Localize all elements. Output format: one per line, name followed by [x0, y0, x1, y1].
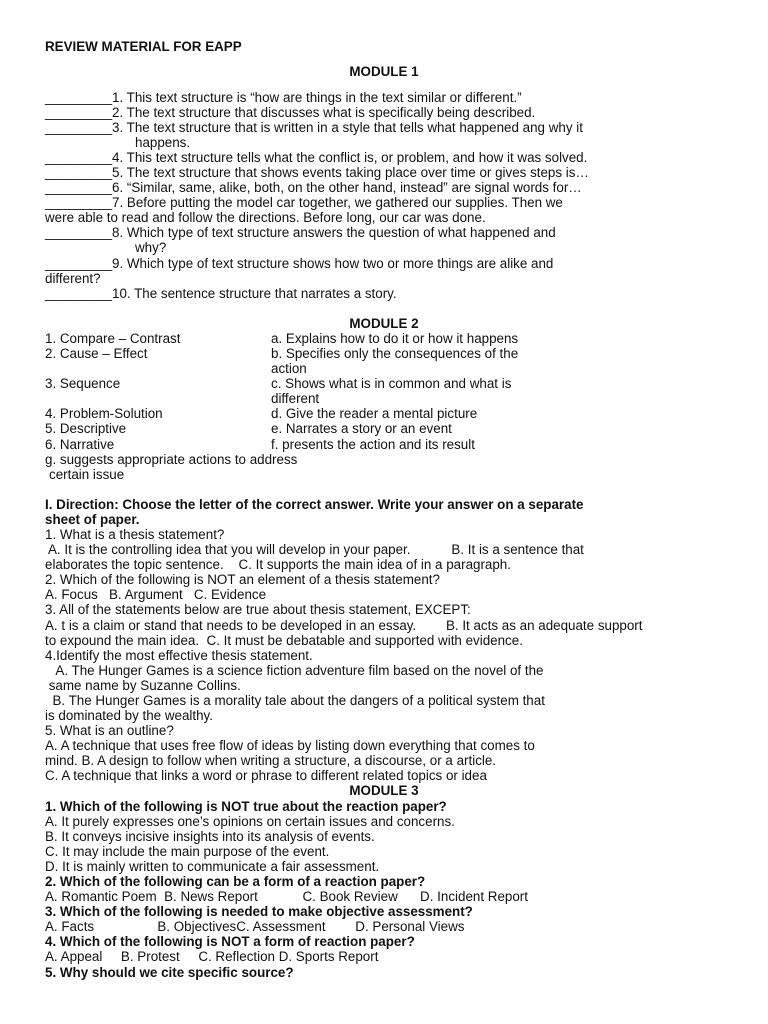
module-2-left-item: 4. Problem-Solution — [45, 406, 163, 421]
module-2-left-item: 1. Compare – Contrast — [45, 331, 181, 346]
module-1-item-7-cont: were able to read and follow the directions. Before long, our car was done. — [45, 210, 486, 225]
module-1-item-10: _________10. The sentence structure that narrates a story. — [45, 286, 397, 301]
module-2-right-item: a. Explains how to do it or how it happens — [271, 331, 519, 346]
option-line: B. The Hunger Games is a morality tale about the dangers of a political system that — [45, 693, 545, 708]
module-1-item-4: _________4. This text structure tells what the conflict is, or problem, and how it was solved. — [45, 150, 588, 165]
option-line: A. It is the controlling idea that you will develop in your paper. B. It is a sentence that — [45, 542, 584, 557]
option-line: A. A technique that uses free flow of ideas by listing down everything that comes to — [45, 738, 535, 753]
module-3-heading: MODULE 3 — [349, 783, 419, 798]
option-line: A. The Hunger Games is a science fiction adventure film based on the novel of the — [45, 663, 544, 678]
module-1-item-5: _________5. The text structure that shows events taking place over time or gives steps is… — [45, 165, 589, 180]
module-2-right-item: f. presents the action and its result — [271, 437, 475, 452]
option-line: elaborates the topic sentence. C. It supports the main idea of in a paragraph. — [45, 557, 511, 572]
module-2-left-item: 5. Descriptive — [45, 421, 127, 436]
module-1-item-3: _________3. The text structure that is written in a style that tells what happened ang why it — [45, 120, 583, 135]
module-3-question-1: 1. Which of the following is NOT true about the reaction paper? — [45, 799, 447, 814]
option-line: A. Focus B. Argument C. Evidence — [45, 587, 267, 602]
module-3-question-2: 2. Which of the following can be a form of a reaction paper? — [45, 874, 426, 889]
module-1-item-8-cont: why? — [135, 240, 167, 255]
option-line: A. Facts B. ObjectivesC. Assessment D. Personal Views — [45, 919, 465, 934]
module-1-item-9-cont: different? — [45, 271, 101, 286]
module-3-question-5: 5. Why should we cite specific source? — [45, 965, 294, 980]
option-line: D. It is mainly written to communicate a fair assessment. — [45, 859, 380, 874]
module-1-item-1: _________1. This text structure is “how are things in the text similar or different.” — [45, 90, 522, 105]
module-1-item-9: _________9. Which type of text structure shows how two or more things are alike and — [45, 256, 554, 271]
module-2-extra-item: g. suggests appropriate actions to address — [45, 452, 298, 467]
option-line: mind. B. A design to follow when writing a structure, a discourse, or a article. — [45, 753, 497, 768]
option-line: B. It conveys incisive insights into its analysis of events. — [45, 829, 375, 844]
module-2-left-item: 6. Narrative — [45, 437, 115, 452]
question-line: 3. All of the statements below are true about thesis statement, EXCEPT: — [45, 602, 471, 617]
module-2-right-item: b. Specifies only the consequences of the — [271, 346, 519, 361]
option-line: A. Appeal B. Protest C. Reflection D. Sports Report — [45, 949, 379, 964]
module-1-item-2: _________2. The text structure that discusses what is specifically being described. — [45, 105, 536, 120]
module-1-item-8: _________8. Which type of text structure answers the question of what happened and — [45, 225, 556, 240]
module-2-right-item: c. Shows what is in common and what is — [271, 376, 512, 391]
module-2-extra-item-cont: certain issue — [49, 467, 125, 482]
module-3-question-3: 3. Which of the following is needed to make objective assessment? — [45, 904, 473, 919]
option-line: A. t is a claim or stand that needs to be developed in an essay. B. It acts as an adequate support — [45, 618, 643, 633]
module-2-heading: MODULE 2 — [349, 316, 419, 331]
option-line: is dominated by the wealthy. — [45, 708, 213, 723]
module-2-right-item: e. Narrates a story or an event — [271, 421, 452, 436]
direction-heading-cont: sheet of paper. — [45, 512, 140, 527]
module-1-item-6: _________6. “Similar, same, alike, both, on the other hand, instead” are signal words for… — [45, 180, 582, 195]
option-line: A. Romantic Poem B. News Report C. Book Review D. Incident Report — [45, 889, 528, 904]
module-1-item-7: _________7. Before putting the model car together, we gathered our supplies. Then we — [45, 195, 563, 210]
module-1-item-3-cont: happens. — [135, 135, 191, 150]
question-line: 4.Identify the most effective thesis statement. — [45, 648, 313, 663]
module-2-right-item: different — [271, 391, 320, 406]
option-line: C. It may include the main purpose of the event. — [45, 844, 330, 859]
direction-heading: I. Direction: Choose the letter of the correct answer. Write your answer on a separate — [45, 497, 584, 512]
option-line: A. It purely expresses one’s opinions on certain issues and concerns. — [45, 814, 455, 829]
document-title: REVIEW MATERIAL FOR EAPP — [45, 39, 242, 54]
option-line: same name by Suzanne Collins. — [45, 678, 241, 693]
option-line: to expound the main idea. C. It must be debatable and supported with evidence. — [45, 633, 523, 648]
module-2-right-item: action — [271, 361, 307, 376]
module-3-question-4: 4. Which of the following is NOT a form of reaction paper? — [45, 934, 415, 949]
question-line: 2. Which of the following is NOT an element of a thesis statement? — [45, 572, 440, 587]
module-1-heading: MODULE 1 — [349, 64, 419, 79]
option-line: C. A technique that links a word or phrase to different related topics or idea — [45, 768, 487, 783]
module-2-left-item: 2. Cause – Effect — [45, 346, 148, 361]
module-2-left-item: 3. Sequence — [45, 376, 121, 391]
module-2-right-item: d. Give the reader a mental picture — [271, 406, 478, 421]
question-line: 1. What is a thesis statement? — [45, 527, 225, 542]
question-line: 5. What is an outline? — [45, 723, 174, 738]
